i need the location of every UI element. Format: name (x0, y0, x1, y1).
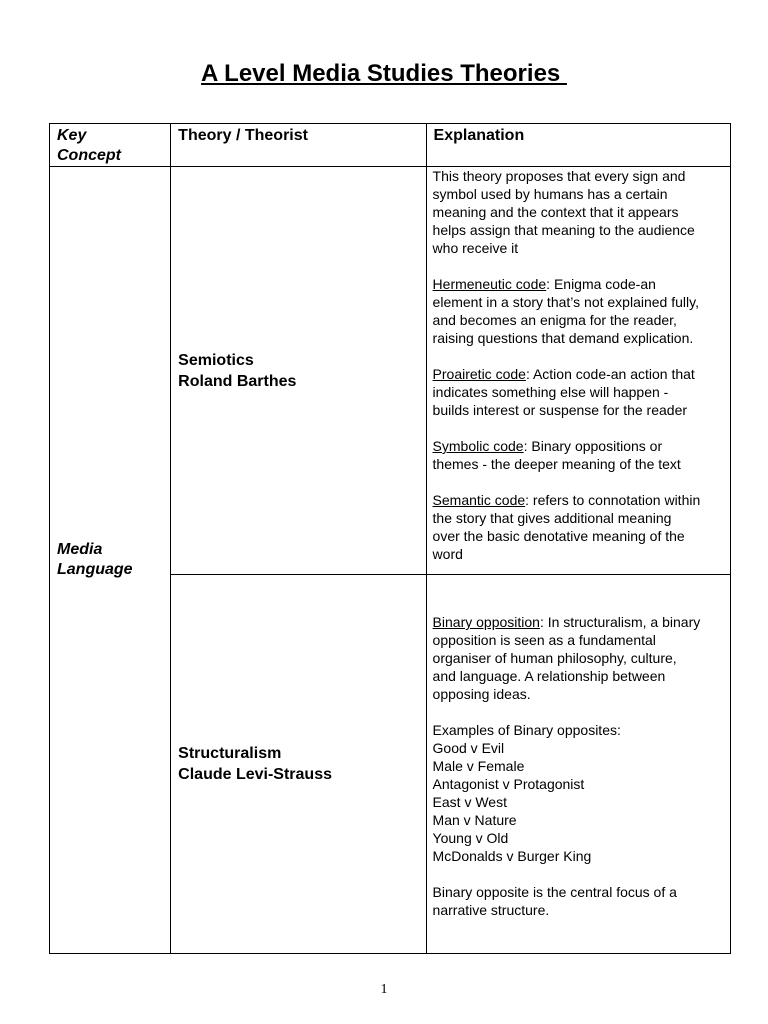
theorist-name: Claude Levi-Strauss (178, 766, 332, 783)
theory-name: Structuralism (178, 745, 282, 762)
semantic-code-line (433, 491, 724, 509)
explanation-cell-structuralism (426, 575, 730, 954)
key-concept-cell (50, 167, 171, 954)
code-term: Hermeneutic code (432, 276, 547, 292)
explanation-line: builds interest or suspense for the reader (432, 402, 688, 418)
explanation-line: who receive it (432, 240, 519, 256)
explanation-line: organiser of human philosophy, culture, (432, 650, 677, 666)
explanation-line: helps assign that meaning to the audience (432, 222, 695, 238)
code-term: Proairetic code (432, 366, 526, 382)
page-number: 1 (380, 982, 388, 997)
explanation-line: over the basic denotative meaning of the (432, 528, 685, 544)
explanation-line: narrative structure. (432, 902, 550, 918)
explanation-line: opposition is seen as a fundamental (432, 632, 656, 648)
code-term: Semantic code (432, 492, 526, 508)
example-item: Male v Female (432, 758, 525, 774)
code-definition: : In structuralism, a binary (539, 614, 701, 630)
example-item: McDonalds v Burger King (432, 848, 592, 864)
theory-name: Semiotics (178, 351, 254, 369)
symbolic-code-line (433, 437, 724, 455)
explanation-line: opposing ideas. (432, 686, 531, 702)
explanation-line: This theory proposes that every sign and (432, 168, 686, 184)
explanation-line: indicates something else will happen - (432, 384, 669, 400)
theories-table (49, 123, 731, 954)
code-definition: : Enigma code-an (546, 276, 656, 292)
proairetic-code-line (433, 365, 724, 383)
key-concept-line: Language (57, 561, 133, 578)
explanation-line: raising questions that demand explication. (432, 330, 694, 346)
key-concept-line: Media (57, 541, 103, 558)
header-explanation (426, 124, 730, 167)
explanation-line: Binary opposite is the central focus of a (432, 884, 677, 900)
examples-heading: Examples of Binary opposites: (432, 722, 621, 738)
explanation-line: and language. A relationship between (432, 668, 666, 684)
theorist-name: Roland Barthes (178, 372, 297, 390)
code-definition: : refers to connotation within (525, 492, 701, 508)
explanation-line: the story that gives additional meaning (432, 510, 672, 526)
example-item: Man v Nature (432, 812, 517, 828)
theory-cell-semiotics (171, 167, 426, 575)
explanation-line: element in a story that’s not explained fully, (432, 294, 699, 310)
header-theory (171, 124, 426, 167)
theory-cell-structuralism (171, 575, 426, 954)
code-term: Binary opposition (432, 614, 540, 630)
header-key-concept-line: Key (57, 127, 87, 144)
header-explanation-label: Explanation (433, 127, 525, 144)
explanation-line: word (432, 546, 463, 562)
explanation-line: symbol used by humans has a certain (432, 186, 668, 202)
header-theory-label: Theory / Theorist (178, 127, 308, 144)
explanation-line: meaning and the context that it appears (432, 204, 679, 220)
table-header-row (50, 124, 731, 167)
example-item: East v West (432, 794, 507, 810)
code-definition: : Binary oppositions or (523, 438, 663, 454)
table-row-semiotics (50, 167, 731, 575)
example-item: Young v Old (432, 830, 509, 846)
hermeneutic-code-line (433, 275, 724, 293)
example-item: Antagonist v Protagonist (432, 776, 585, 792)
code-definition: : Action code-an action that (525, 366, 695, 382)
explanation-cell-semiotics (426, 167, 730, 575)
header-key-concept (50, 124, 171, 167)
explanation-line: themes - the deeper meaning of the text (432, 456, 681, 472)
header-key-concept-line: Concept (57, 147, 121, 164)
example-item: Good v Evil (432, 740, 505, 756)
explanation-line: and becomes an enigma for the reader, (432, 312, 677, 328)
code-term: Symbolic code (432, 438, 524, 454)
page-title: A Level Media Studies Theories (201, 60, 567, 87)
binary-opposition-line (433, 613, 724, 631)
